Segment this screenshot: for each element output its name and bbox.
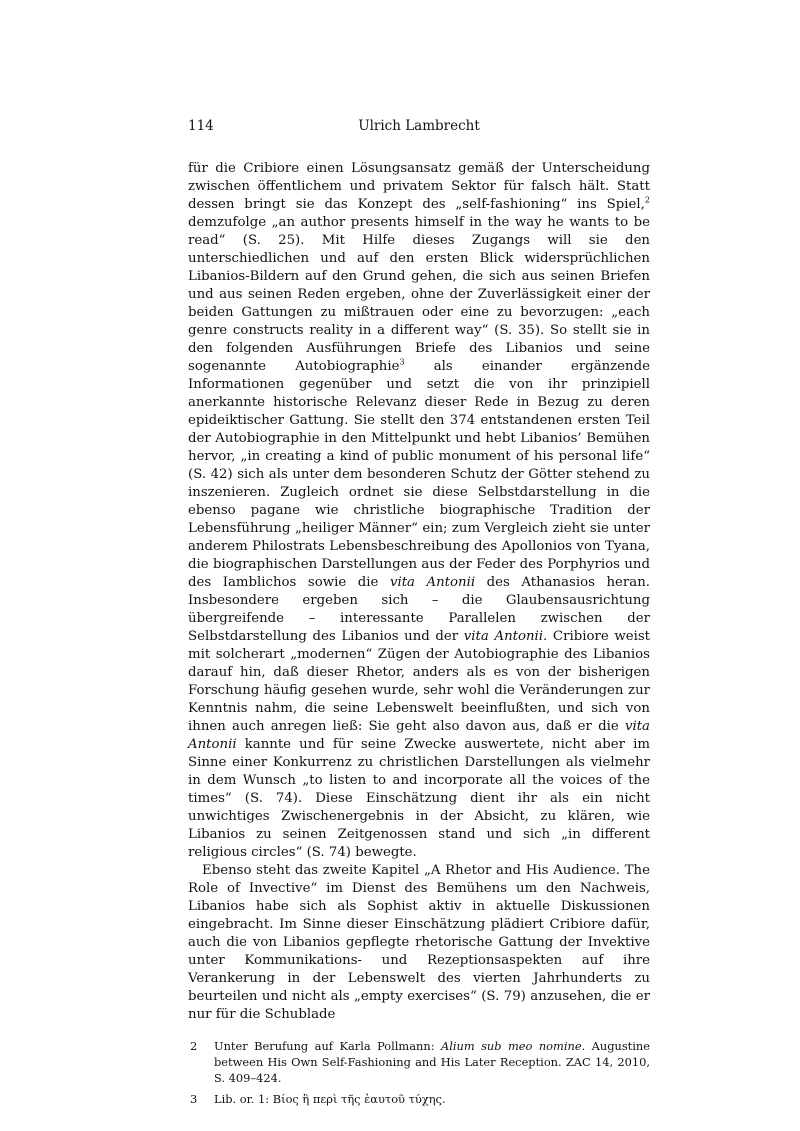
text-run: als einander ergänzende Informationen gegenüber und setzt die von ihr prinzipiell anerkannte historische Relevanz dieser Rede in Bezug zu deren epideiktischer Gattung. Sie stellt den 374 entstandenen ersten Teil der Autobiographie in den Mittelpunkt und hebt Libanios’ Bemühen hervor, „in creating a kind of public monument of his personal life“ (S. 42) sich als unter dem besonderen Schutz der Götter stehend zu inszenieren. Zugleich ordnet sie diese Selbstdarstellung in die ebenso pagane wie christliche biographische Tradition der Lebensführung „heiliger Männer“ ein; zum Vergleich zieht sie unter anderem Philostrats Lebensbeschreibung des Apollonios von Tyana, die biographischen Darstellungen aus der Feder des Porphyrios und des Iamblichos sowie die	[188, 359, 651, 590]
footnote-marker: 3	[399, 357, 405, 367]
running-header	[188, 118, 650, 138]
italic-title: vita Antonii.	[463, 629, 548, 644]
footnote-2	[188, 1038, 650, 1086]
text-run: Augustine between His Own Self-Fashioning and His Later Reception. ZAC 14, 2010, S. 409–424.	[214, 1039, 650, 1085]
text-run: Ebenso steht das zweite Kapitel „A Rhetor and His Audience. The Role of Invective“ im Dienst des Bemühens um den Nachweis, Libanios habe sich als Sophist aktiv in aktuelle Diskussionen eingebracht. Im Sinne dieser Einschätzung plädiert Cribiore dafür, auch die von Libanios gepflegte rhetorische Gattung der Invektive unter Kommunikations- und Rezeptionsaspekten auf ihre Verankerung in der Lebenswelt des vierten Jahrhunderts zu beurteilen und nicht als „empty exercises“ (S. 79) anzusehen, die er nur für die Schublade	[188, 863, 650, 1022]
footnote-number: 2	[190, 1039, 198, 1053]
running-head-author: Ulrich Lambrecht	[358, 118, 480, 134]
body-text	[188, 160, 650, 1024]
paragraph-2	[188, 862, 650, 1024]
text-run: Lib. or. 1: Βίος ἢ περὶ τῆς ἑαυτοῦ τύχης.	[214, 1092, 446, 1106]
text-run: Unter Berufung auf Karla Pollmann:	[214, 1039, 441, 1053]
text-run: für die Cribiore einen Lösungsansatz gemäß der Unterscheidung zwischen öffentlichem und privatem Sektor für falsch hält. Statt dessen bringt sie das Konzept des „self-fashioning“ ins Spiel,	[188, 161, 650, 212]
page-number: 114	[188, 118, 214, 134]
text-run: kannte und für seine Zwecke auswertete, nicht aber im Sinne einer Konkurrenz zu christlichen Darstellungen als vielmehr in dem Wunsch „to listen to and incorporate all the voices of the times“ (S. 74). Diese Einschätzung dient ihr als ein nicht unwichtiges Zwischenergebnis in der Absicht, zu klären, wie Libanios zu seinen Zeitgenossen stand und sich „in different religious circles“ (S. 74) bewegte.	[188, 737, 650, 860]
footnote-text	[214, 1092, 446, 1106]
footnote-3	[188, 1091, 650, 1107]
text-run: des Athanasios heran. Insbesondere ergeben sich – die Glaubensausrichtung übergreifende – interessante Parallelen zwischen der Selbstdarstellung des Libanios und der	[188, 575, 650, 644]
footnotes	[188, 1038, 650, 1107]
page	[188, 118, 650, 1112]
italic-title: vita Antonii	[188, 719, 650, 752]
footnote-number: 3	[190, 1092, 198, 1106]
italic-title: vita Antonii	[389, 575, 476, 590]
paragraph-1	[188, 160, 650, 862]
footnote-text	[214, 1039, 650, 1085]
footnote-marker: 2	[644, 195, 650, 205]
text-run: Cribiore weist mit solcherart „modernen“ Zügen der Autobiographie des Libanios darauf hin, daß dieser Rhetor, anders als es von der bisherigen Forschung häufig gesehen wurde, sehr wohl die Veränderungen zur Kenntnis nahm, die seine Lebenswelt beeinflußten, und sich von ihnen auch anregen ließ: Sie geht also davon aus, daß er die	[188, 629, 650, 734]
italic-title: Alium sub meo nomine.	[440, 1039, 586, 1053]
text-run: demzufolge „an author presents himself in the way he wants to be read“ (S. 25). Mit Hilfe dieses Zugangs will sie den unterschiedlichen und auf den ersten Blick widersprüchlichen Libanios-Bildern auf den Grund gehen, die sich aus seinen Briefen und aus seinen Reden ergeben, ohne der Zuverlässigkeit einer der beiden Gattungen zu mißtrauen oder eine zu bevorzugen: „each genre constructs reality in a different way“ (S. 35). So stellt sie in den folgenden Ausführungen Briefe des Libanios und seine sogenannte Autobiographie	[188, 215, 650, 374]
